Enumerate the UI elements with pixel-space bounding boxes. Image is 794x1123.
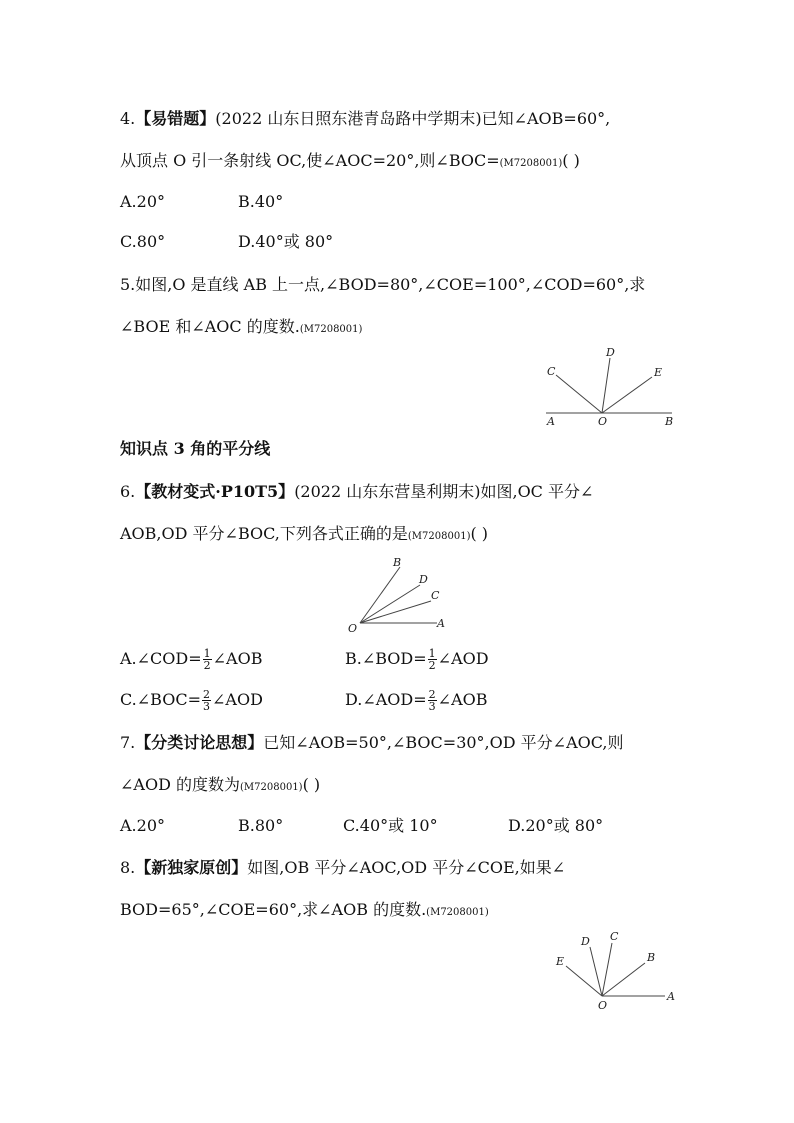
q5-label-a: A: [547, 415, 555, 428]
q4-number: 4.: [120, 109, 136, 128]
q6-code: (M7208001): [407, 531, 471, 542]
q5-code: (M7208001): [299, 324, 363, 335]
q6-ray-ob: [360, 567, 400, 623]
q6-text2: AOB,OD 平分∠BOC,下列各式正确的是: [120, 524, 408, 543]
q8-label-d: D: [581, 935, 590, 948]
q8-label-e: E: [556, 955, 565, 968]
q8-number: 8.: [120, 858, 136, 877]
q7-paren: ( ): [302, 775, 321, 794]
q6-option-a-den: 2: [203, 659, 211, 672]
q4-code: (M7208001): [499, 158, 563, 169]
q7-line2: [120, 774, 320, 799]
q7-number: 7.: [120, 733, 136, 752]
q7-text1: 已知∠AOB=50°,∠BOC=30°,OD 平分∠AOC,则: [263, 733, 624, 752]
q4-option-c: C.80°: [120, 232, 166, 251]
q6-option-c-post: ∠AOD: [211, 690, 263, 709]
q6-text1: (2022 山东东营垦利期末)如图,OC 平分∠: [294, 482, 594, 501]
q4-option-d: D.40°或 80°: [238, 232, 334, 251]
q6-option-d-den: 3: [428, 700, 436, 713]
q6-option-a-num: 1: [203, 647, 211, 660]
q6-label-b: B: [393, 556, 402, 569]
q6-label-c: C: [431, 589, 440, 602]
q6-option-c-num: 2: [202, 688, 210, 701]
q7-option-a: A.20°: [120, 816, 165, 835]
q5-ray-oc: [556, 375, 602, 413]
q6-option-d-num: 2: [428, 688, 436, 701]
q8-text2: BOD=65°,∠COE=60°,求∠AOB 的度数.: [120, 900, 427, 919]
q8-figure: [550, 925, 680, 1015]
q7-option-b: B.80°: [238, 816, 284, 835]
q8-label-a: A: [667, 990, 675, 1003]
q6-option-b: [345, 648, 489, 671]
q5-ray-oe: [602, 377, 652, 413]
q6-line1: [120, 481, 593, 503]
q6-label-a: A: [437, 617, 445, 630]
q6-option-c-den: 3: [202, 700, 210, 713]
q4-paren: ( ): [562, 151, 580, 170]
q6-option-d-pre: D.∠AOD=: [345, 690, 427, 709]
q8-text1: 如图,OB 平分∠AOC,OD 平分∠COE,如果∠: [247, 858, 566, 877]
q6-option-c-pre: C.∠BOC=: [120, 690, 201, 709]
q5-figure: [540, 345, 680, 430]
q5-label-o: O: [598, 415, 608, 428]
q4-tag: 【易错题】: [135, 109, 216, 128]
q6-line2: [120, 523, 488, 548]
q7-option-c: C.40°或 10°: [343, 816, 438, 835]
q8-line1: [120, 857, 565, 879]
q8-label-b: B: [647, 951, 656, 964]
q6-option-d: [345, 689, 488, 712]
q6-option-a: [120, 648, 262, 671]
q5-label-b: B: [665, 415, 674, 428]
q5-line2: [120, 316, 362, 341]
q8-ray-oc: [602, 943, 612, 996]
q8-line2: [120, 899, 489, 924]
q6-option-a-pre: A.∠COD=: [120, 649, 202, 668]
q6-option-b-fraction: [428, 648, 437, 671]
q6-option-d-fraction: [428, 689, 437, 712]
q6-option-b-den: 2: [428, 659, 436, 672]
q4-text2: 从顶点 O 引一条射线 OC,使∠AOC=20°,则∠BOC=: [120, 151, 500, 170]
q6-option-b-post: ∠AOD: [437, 649, 489, 668]
q8-label-o: O: [598, 999, 608, 1012]
q6-option-b-pre: B.∠BOD=: [345, 649, 427, 668]
q5-label-d: D: [606, 346, 615, 359]
q6-option-d-post: ∠AOB: [437, 690, 488, 709]
q6-option-c-fraction: [202, 689, 211, 712]
section-title: 知识点 3 角的平分线: [120, 439, 271, 458]
q6-number: 6.: [120, 482, 136, 501]
q6-ray-oc: [360, 601, 431, 623]
q7-text2: ∠AOD 的度数为: [120, 775, 240, 794]
q6-paren: ( ): [470, 524, 489, 543]
q6-option-a-post: ∠AOB: [212, 649, 263, 668]
q6-figure: [345, 555, 455, 637]
q8-tag: 【新独家原创】: [135, 858, 248, 877]
q5-label-e: E: [654, 366, 663, 379]
q7-option-d: D.20°或 80°: [508, 816, 604, 835]
q7-tag: 【分类讨论思想】: [135, 733, 264, 752]
q6-label-d: D: [419, 573, 428, 586]
q4-option-b: B.40°: [238, 192, 284, 211]
q4-text1: (2022 山东日照东港青岛路中学期末)已知∠AOB=60°,: [215, 109, 611, 128]
q5-ray-od: [602, 358, 610, 413]
q7-code: (M7208001): [240, 782, 303, 793]
q6-ray-od: [360, 585, 420, 623]
q4-option-a: A.20°: [120, 192, 165, 211]
q8-label-c: C: [610, 930, 619, 943]
q5-text2: ∠BOE 和∠AOC 的度数.: [120, 317, 300, 336]
q6-label-o: O: [348, 622, 358, 635]
q4-line1: [120, 108, 610, 130]
q7-line1: [120, 732, 624, 754]
q4-line2: [120, 150, 580, 175]
q8-ray-od: [590, 947, 602, 996]
q6-option-a-fraction: [203, 648, 212, 671]
q8-code: (M7208001): [426, 907, 489, 918]
q5-line1: 5.如图,O 是直线 AB 上一点,∠BOD=80°,∠COE=100°,∠COD=60°,求: [120, 275, 646, 294]
q8-ray-ob: [602, 963, 645, 996]
q6-option-b-num: 1: [428, 647, 436, 660]
q5-label-c: C: [547, 365, 556, 378]
q6-option-c: [120, 689, 263, 712]
q6-tag: 【教材变式·P10T5】: [135, 482, 295, 501]
q8-ray-oe: [566, 966, 602, 996]
